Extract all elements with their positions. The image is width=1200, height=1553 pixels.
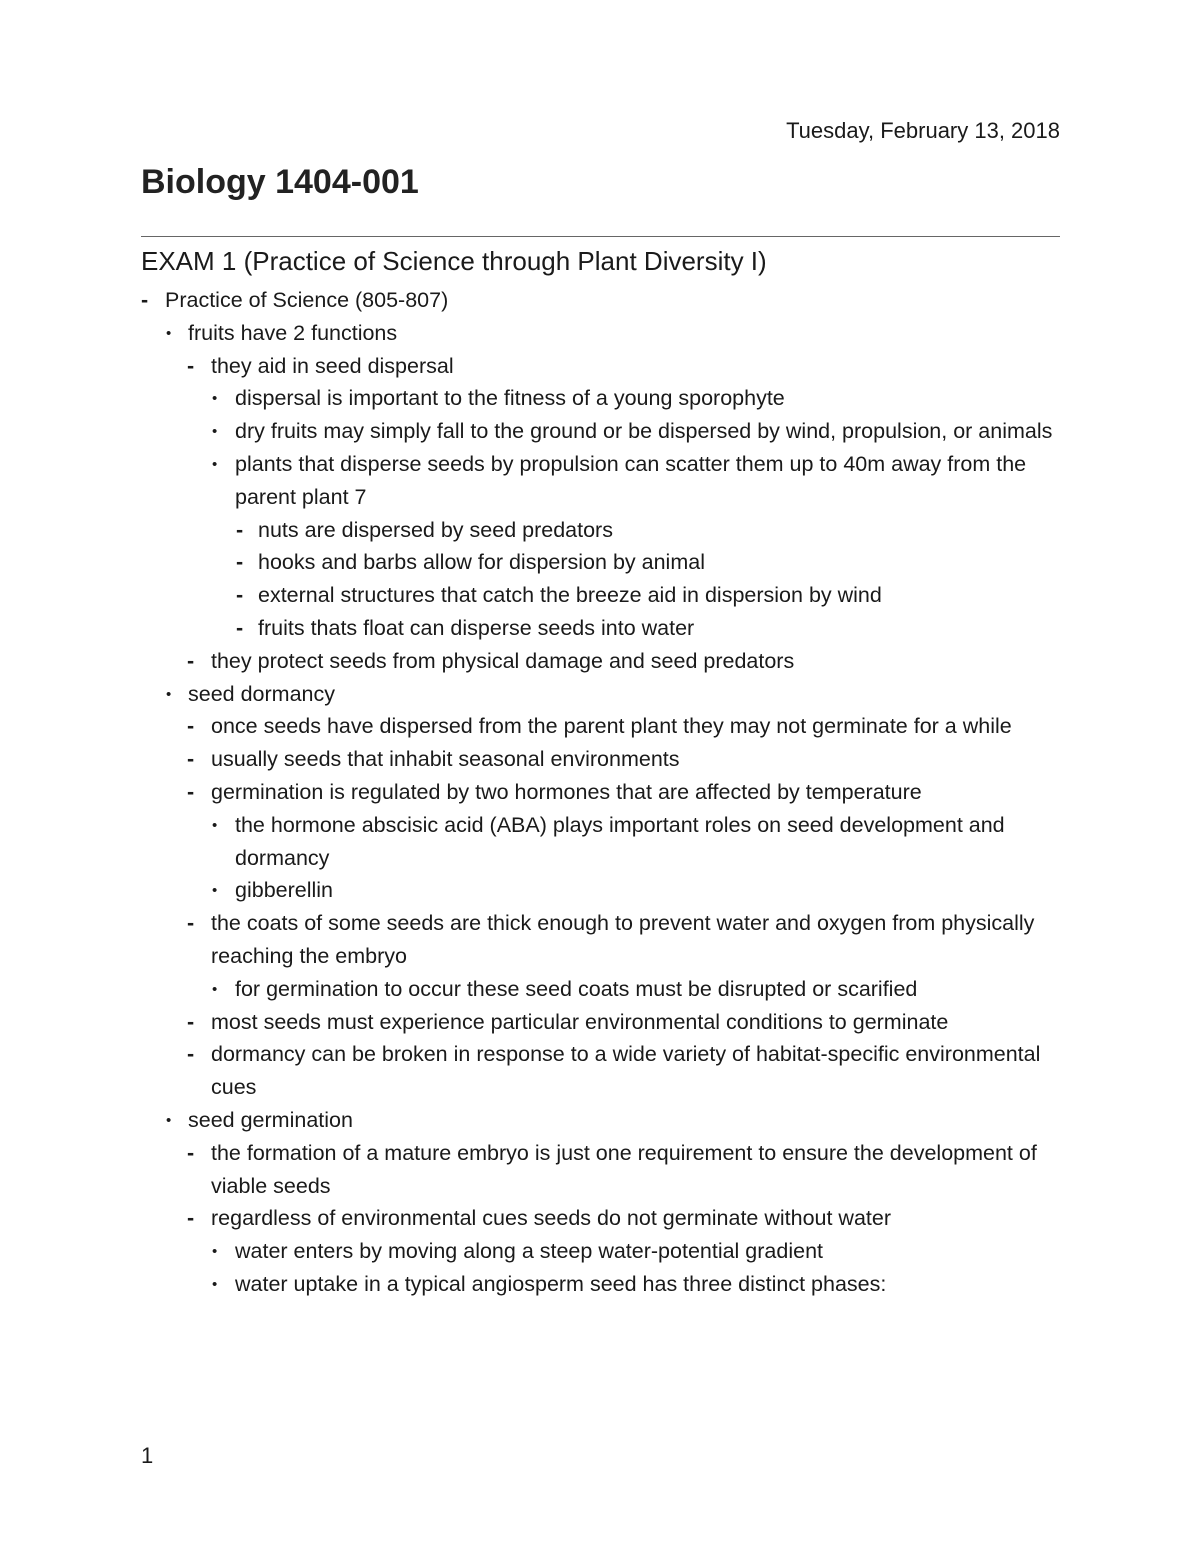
bullet-marker: • xyxy=(212,455,218,473)
outline-item xyxy=(141,448,1066,514)
outline-item xyxy=(141,1235,1066,1268)
outline-item-text: water uptake in a typical angiosperm seed has three distinct phases: xyxy=(235,1271,887,1296)
dash-marker: - xyxy=(187,1009,195,1034)
outline-item xyxy=(141,284,1066,317)
section-heading: EXAM 1 (Practice of Science through Plant Diversity I) xyxy=(141,246,767,276)
outline-item xyxy=(141,1104,1066,1137)
outline-item-text: external structures that catch the breeze aid in dispersion by wind xyxy=(258,583,882,608)
outline-item-text: fruits have 2 functions xyxy=(188,320,398,345)
outline-item xyxy=(141,1006,1066,1039)
bullet-marker: • xyxy=(212,980,218,998)
dash-marker: - xyxy=(187,1140,195,1165)
bullet-marker: • xyxy=(212,1243,218,1261)
outline-item-text: they aid in seed dispersal xyxy=(211,353,454,378)
outline-item-text: Practice of Science (805-807) xyxy=(165,288,449,312)
outline-item xyxy=(141,743,1066,776)
bullet-marker: • xyxy=(166,1111,172,1129)
outline-item-text: dispersal is important to the fitness of a young sporophyte xyxy=(235,386,785,411)
bullet-marker: • xyxy=(212,1275,218,1293)
outline-item xyxy=(141,382,1066,415)
outline-item-text: seed germination xyxy=(188,1107,353,1132)
dash-marker: - xyxy=(236,550,244,575)
outline-item-text: most seeds must experience particular environmental conditions to germinate xyxy=(211,1009,949,1034)
outline-item xyxy=(141,776,1066,809)
outline-item-text: germination is regulated by two hormones that are affected by temperature xyxy=(211,779,922,804)
outline-item-text: usually seeds that inhabit seasonal environments xyxy=(211,747,680,772)
outline-item xyxy=(141,907,1066,973)
outline-item xyxy=(141,317,1066,350)
dash-marker: - xyxy=(187,1042,195,1067)
outline-item-text: the coats of some seeds are thick enough to prevent water and oxygen from physically reaching the embryo xyxy=(211,911,1035,968)
dash-marker: - xyxy=(141,288,149,312)
outline-item-text: fruits thats float can disperse seeds into water xyxy=(258,615,695,640)
outline-item-text: hooks and barbs allow for dispersion by animal xyxy=(258,550,705,575)
outline-item-text: dormancy can be broken in response to a wide variety of habitat-specific environmental cues xyxy=(211,1042,1041,1100)
outline-item xyxy=(141,710,1066,743)
outline-item xyxy=(141,579,1066,612)
outline-item xyxy=(141,612,1066,645)
dash-marker: - xyxy=(187,714,195,739)
dash-marker: - xyxy=(187,779,195,804)
dash-marker: - xyxy=(187,1206,195,1231)
page-title: Biology 1404-001 xyxy=(141,163,419,201)
outline-item xyxy=(141,1137,1066,1203)
bullet-marker: • xyxy=(212,816,218,834)
dash-marker: - xyxy=(187,911,195,936)
bullet-marker: • xyxy=(212,390,218,408)
outline-item xyxy=(141,415,1066,448)
outline-item xyxy=(141,809,1066,875)
outline-item-text: the hormone abscisic acid (ABA) plays important roles on seed development and dormancy xyxy=(235,812,1005,870)
outline-item-text: once seeds have dispersed from the parent plant they may not germinate for a while xyxy=(211,714,1012,739)
outline-item-text: dry fruits may simply fall to the ground or be dispersed by wind, propulsion, or animals xyxy=(235,419,1053,444)
outline-item-text: they protect seeds from physical damage and seed predators xyxy=(211,648,795,673)
dash-marker: - xyxy=(187,747,195,772)
bullet-marker: • xyxy=(212,423,218,441)
outline-item xyxy=(141,1202,1066,1235)
outline-item-text: seed dormancy xyxy=(188,681,335,706)
dash-marker: - xyxy=(236,517,244,542)
outline-item xyxy=(141,973,1066,1006)
outline-item xyxy=(141,1038,1066,1104)
dash-marker: - xyxy=(236,615,244,640)
outline-item-text: regardless of environmental cues seeds do not germinate without water xyxy=(211,1206,892,1231)
bullet-marker: • xyxy=(166,324,172,342)
outline-item-text: for germination to occur these seed coats must be disrupted or scarified xyxy=(235,976,918,1001)
outline-item xyxy=(141,874,1066,907)
outline-item-text: nuts are dispersed by seed predators xyxy=(258,517,613,542)
dash-marker: - xyxy=(187,353,195,378)
title-divider xyxy=(141,236,1060,237)
dash-marker: - xyxy=(236,583,244,608)
outline-item-text: gibberellin xyxy=(235,878,334,903)
outline-item-text: water enters by moving along a steep water-potential gradient xyxy=(235,1239,824,1264)
outline-item xyxy=(141,546,1066,579)
outline-item-text: plants that disperse seeds by propulsion can scatter them up to 40m away from the parent plant 7 xyxy=(235,451,1027,509)
outline-item xyxy=(141,678,1066,711)
outline-item xyxy=(141,645,1066,678)
outline-item xyxy=(141,350,1066,383)
outline-item-text: the formation of a mature embryo is just one requirement to ensure the development of viable seeds xyxy=(211,1140,1037,1198)
notes-outline xyxy=(141,284,1066,1301)
outline-item xyxy=(141,514,1066,547)
outline-item xyxy=(141,1268,1066,1301)
dash-marker: - xyxy=(187,648,195,673)
document-date: Tuesday, February 13, 2018 xyxy=(786,118,1060,143)
bullet-marker: • xyxy=(212,882,218,900)
bullet-marker: • xyxy=(166,685,172,703)
page-number: 1 xyxy=(141,1443,154,1468)
